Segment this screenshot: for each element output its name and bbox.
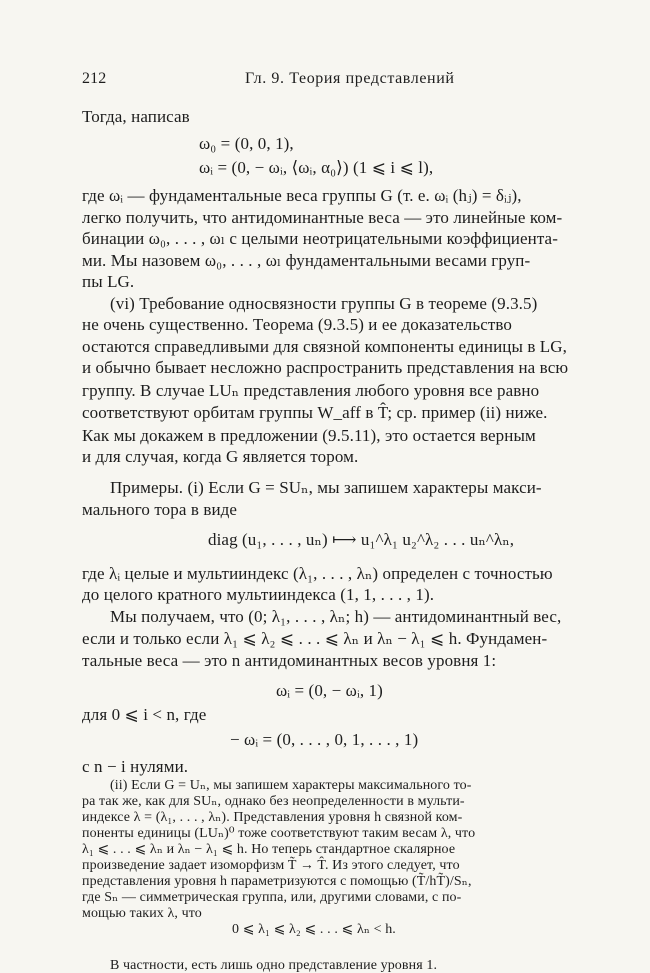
text-line: произведение задает изоморфизм T̃ → T̂. Из этого следует, что	[82, 858, 460, 873]
text-line: группу. В случае LUₙ представления любого уровня все равно	[82, 381, 540, 400]
text-line: (vi) Требование односвязности группы G в теореме (9.3.5)	[110, 294, 538, 313]
formula-line: ω₀ = (0, 0, 1),	[199, 134, 294, 153]
text-line: Мы получаем, что (0; λ₁, . . . , λₙ; h) — антидоминантный вес,	[110, 607, 562, 626]
text-line: ра так же, как для SUₙ, однако без неопределенности в мульти-	[82, 794, 465, 809]
text-line: где λᵢ целые и мультииндекс (λ₁, . . . , λₙ) определен с точностью	[82, 564, 553, 583]
text-line: и обычно бывает несложно распространить представления на всю	[82, 358, 569, 377]
text-line: не очень существенно. Теорема (9.3.5) и ее доказательство	[82, 315, 513, 334]
text-line: Тогда, написав	[82, 107, 190, 126]
text-line: до целого кратного мультииндекса (1, 1, . . . , 1).	[82, 585, 435, 604]
text-line: мощью таких λ, что	[82, 906, 202, 921]
formula-line: 0 ⩽ λ₁ ⩽ λ₂ ⩽ . . . ⩽ λₙ < h.	[232, 922, 396, 937]
page-number: 212	[82, 70, 107, 87]
text-line: и для случая, когда G является тором.	[82, 447, 359, 466]
text-line: Как мы докажем в предложении (9.5.11), это остается верным	[82, 426, 536, 445]
text-line: где ωᵢ — фундаментальные веса группы G (т. е. ωᵢ (hⱼ) = δᵢⱼ),	[82, 186, 522, 205]
text-line: индексе λ = (λ₁, . . . , λₙ). Представления уровня h связной ком-	[82, 810, 463, 825]
text-line: где Sₙ — симметрическая группа, или, другими словами, с по-	[82, 890, 462, 905]
text-line: тальные веса — это n антидоминантных весов уровня 1:	[82, 651, 497, 670]
running-header: Гл. 9. Теория представлений	[245, 70, 455, 87]
text-line: легко получить, что антидоминантные веса — это линейные ком-	[82, 208, 563, 227]
text-line: для 0 ⩽ i < n, где	[82, 705, 207, 724]
text-line: бинации ω₀, . . . , ωₗ с целыми неотрицательными коэффициента-	[82, 229, 558, 248]
formula-line: ωᵢ = (0, − ωᵢ, ⟨ωᵢ, α₀⟩) (1 ⩽ i ⩽ l),	[199, 158, 434, 177]
text-line: (ii) Если G = Uₙ, мы запишем характеры максимального то-	[110, 778, 472, 793]
text-line: ми. Мы назовем ω₀, . . . , ωₗ фундаментальными весами груп-	[82, 251, 531, 270]
text-line: остаются справедливыми для связной компоненты единицы в LG,	[82, 337, 568, 356]
text-line: пы LG.	[82, 272, 135, 291]
formula-line: ωᵢ = (0, − ωᵢ, 1)	[276, 681, 383, 700]
formula-line: − ωᵢ = (0, . . . , 0, 1, . . . , 1)	[230, 730, 419, 749]
text-line: с n − i нулями.	[82, 757, 189, 776]
text-line: Примеры. (i) Если G = SUₙ, мы запишем характеры макси-	[110, 478, 542, 497]
text-line: мального тора в виде	[82, 500, 238, 519]
text-line: поненты единицы (LUₙ)⁰ тоже соответствуют таким весам λ, что	[82, 826, 476, 841]
text-line: λ₁ ⩽ . . . ⩽ λₙ и λₙ − λ₁ ⩽ h. Но теперь стандартное скалярное	[82, 842, 456, 857]
text-line: соответствуют орбитам группы W_aff в T̂; ср. пример (ii) ниже.	[82, 403, 548, 422]
text-line: В частности, есть лишь одно представление уровня 1.	[110, 958, 438, 973]
formula-line: diag (u₁, . . . , uₙ) ⟼ u₁^λ₁ u₂^λ₂ . . . uₙ^λₙ,	[208, 530, 515, 549]
text-line: представления уровня h параметризуются с помощью (T̃/hT̃)/Sₙ,	[82, 874, 472, 889]
text-line: если и только если λ₁ ⩽ λ₂ ⩽ . . . ⩽ λₙ и λₙ − λ₁ ⩽ h. Фундамен-	[82, 629, 548, 648]
